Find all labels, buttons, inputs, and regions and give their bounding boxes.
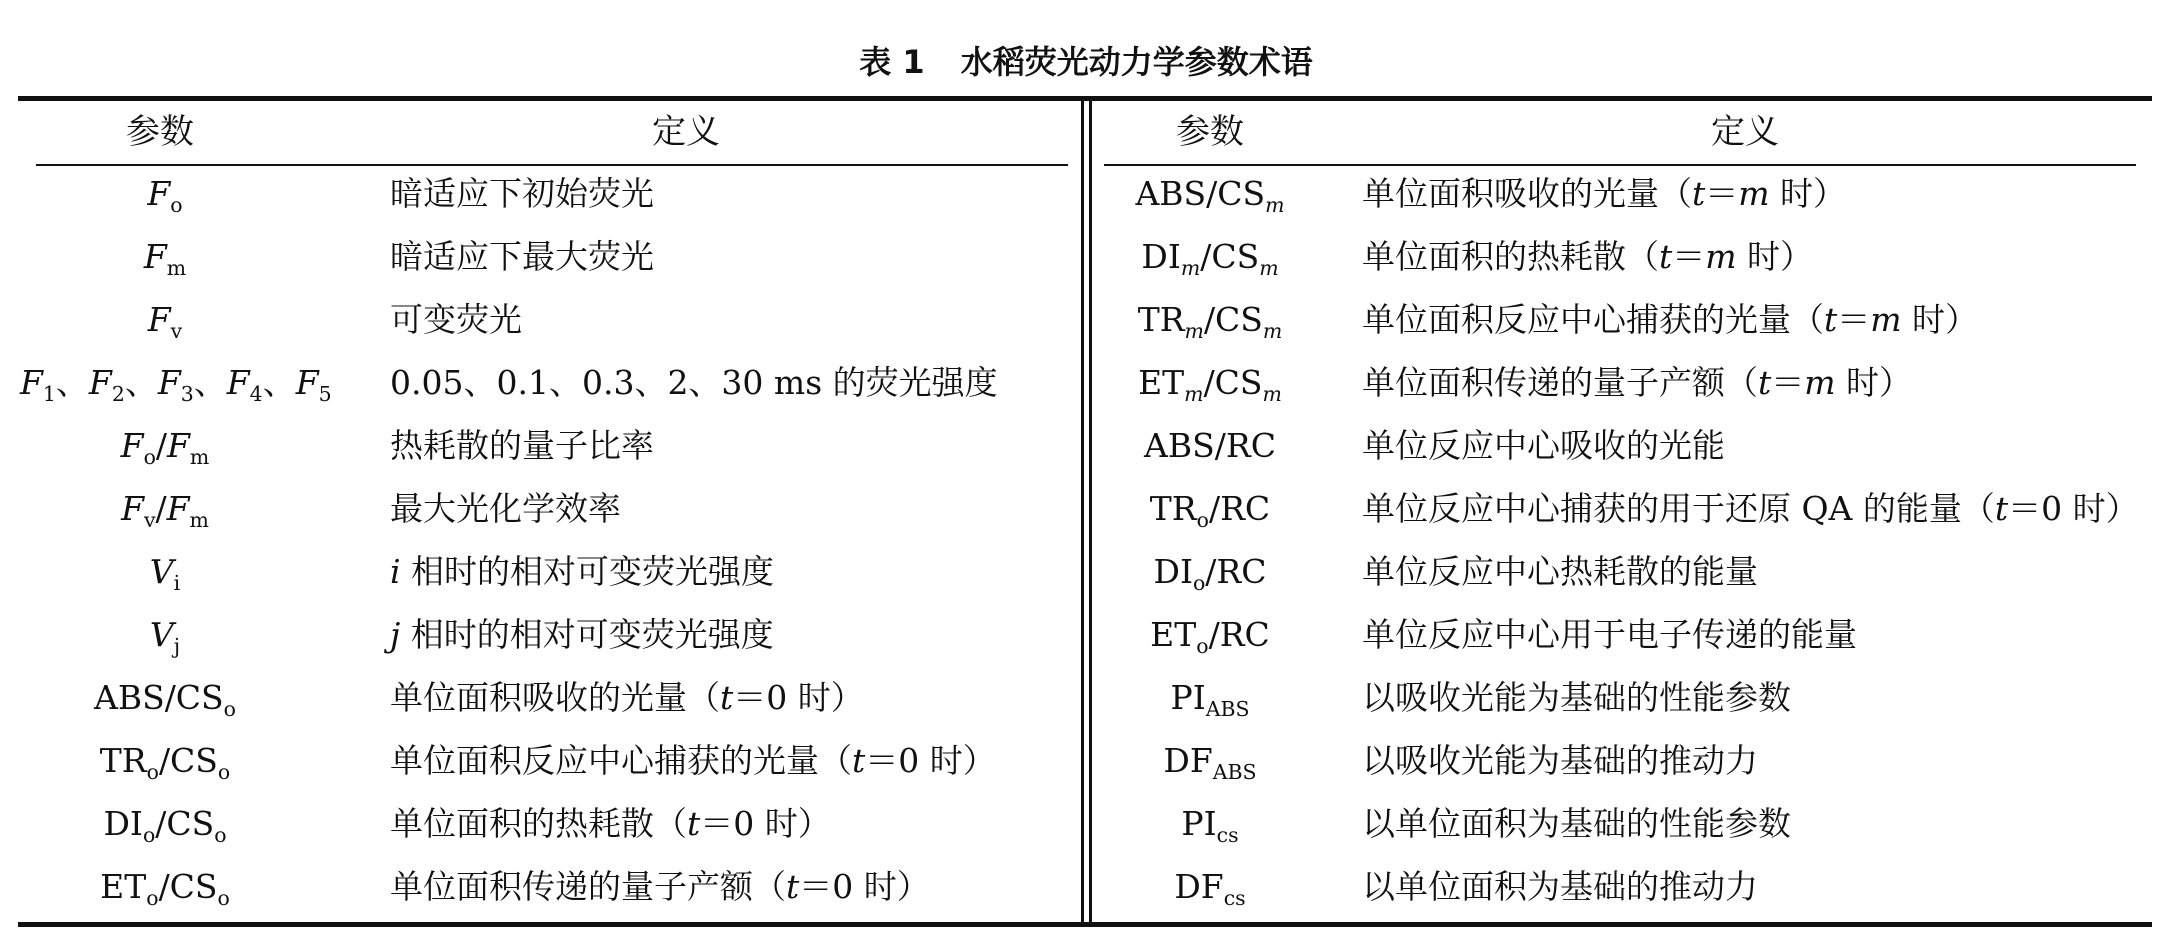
right-row-param: ABS/RC [1144, 426, 1276, 465]
right-row-definition: 单位反应中心用于电子传递的能量 [1362, 615, 1857, 654]
header-left-param: 参数 [126, 112, 194, 152]
table-title: 水稻荧光动力学参数术语 [960, 43, 1313, 81]
right-row-definition: 单位面积吸收的光量（t＝m 时） [1362, 174, 1847, 213]
left-row-param: $DI_o/CS_o$ [103, 804, 227, 848]
left-row-definition: i 相时的相对可变荧光强度 [390, 552, 775, 591]
left-row-definition: 单位面积的热耗散（t＝0 时） [390, 804, 831, 843]
right-row-definition: 单位面积的热耗散（t＝m 时） [1362, 237, 1814, 276]
left-row-param: $V_i$ [149, 552, 181, 596]
right-row-param: $TR_m/CS_m$ [1137, 300, 1283, 344]
left-row-param: $TR_o/CS_o$ [99, 741, 231, 785]
left-row-param: $ET_o/CS_o$ [100, 867, 230, 911]
left-row-definition: j 相时的相对可变荧光强度 [390, 615, 774, 654]
right-row-param: $TR_o/RC$ [1149, 489, 1271, 533]
right-row-definition: 单位反应中心捕获的用于还原 QA 的能量（t＝0 时） [1362, 489, 2139, 528]
left-row-param: $V_j$ [149, 615, 181, 659]
right-row-definition: 以吸收光能为基础的推动力 [1362, 741, 1758, 780]
right-row-param: ABS/$CS_m$ [1135, 174, 1285, 218]
column-divider-left [1081, 96, 1084, 927]
left-row-param: $F_o/F_m$ [120, 426, 210, 470]
left-row-definition: 暗适应下最大荧光 [390, 237, 654, 276]
left-row-definition: 暗适应下初始荧光 [390, 174, 654, 213]
header-rule-right [1104, 164, 2136, 166]
header-right-definition: 定义 [1711, 112, 1779, 152]
left-row-param: ABS/$CS_o$ [94, 678, 236, 722]
bottom-rule [18, 922, 2152, 927]
right-row-param: $PI_{ABS}$ [1170, 678, 1250, 722]
column-divider-right [1089, 96, 1092, 927]
right-row-definition: 单位面积反应中心捕获的光量（t＝m 时） [1362, 300, 1979, 339]
table-number: 表 1 [859, 43, 925, 81]
header-right-param: 参数 [1176, 112, 1244, 152]
left-row-definition: 0.05、0.1、0.3、2、30 ms 的荧光强度 [390, 363, 998, 402]
header-left-definition: 定义 [652, 112, 720, 152]
left-row-definition: 单位面积传递的量子产额（t＝0 时） [390, 867, 930, 906]
right-row-param: $DI_m/CS_m$ [1141, 237, 1279, 281]
header-rule-left [36, 164, 1068, 166]
left-row-definition: 可变荧光 [390, 300, 522, 339]
top-rule [18, 96, 2152, 101]
right-row-definition: 单位反应中心热耗散的能量 [1362, 552, 1758, 591]
right-row-param: $DI_o/RC$ [1153, 552, 1267, 596]
left-row-param: $F_o$ [147, 174, 183, 218]
right-row-definition: 单位反应中心吸收的光能 [1362, 426, 1725, 465]
left-row-param: $F_v/F_m$ [121, 489, 209, 533]
left-row-param: $F_v$ [147, 300, 183, 344]
left-row-definition: 单位面积反应中心捕获的光量（t＝0 时） [390, 741, 996, 780]
right-row-param: $DF_{ABS}$ [1163, 741, 1257, 785]
left-row-definition: 热耗散的量子比率 [390, 426, 654, 465]
left-row-definition: 单位面积吸收的光量（t＝0 时） [390, 678, 864, 717]
left-row-param: $F_m$ [143, 237, 187, 281]
right-row-definition: 以单位面积为基础的推动力 [1362, 867, 1758, 906]
right-row-definition: 以单位面积为基础的性能参数 [1362, 804, 1791, 843]
left-row-definition: 最大光化学效率 [390, 489, 621, 528]
right-row-param: $DF_{cs}$ [1174, 867, 1246, 911]
right-row-definition: 以吸收光能为基础的性能参数 [1362, 678, 1791, 717]
left-row-param: $F_1$、$F_2$、$F_3$、$F_4$、$F_5$ [20, 363, 332, 407]
right-row-definition: 单位面积传递的量子产额（t＝m 时） [1362, 363, 1913, 402]
right-row-param: $ET_o/RC$ [1150, 615, 1270, 659]
right-row-param: $ET_m/CS_m$ [1138, 363, 1282, 407]
right-row-param: $PI_{cs}$ [1181, 804, 1239, 848]
table-caption [0, 40, 2172, 84]
